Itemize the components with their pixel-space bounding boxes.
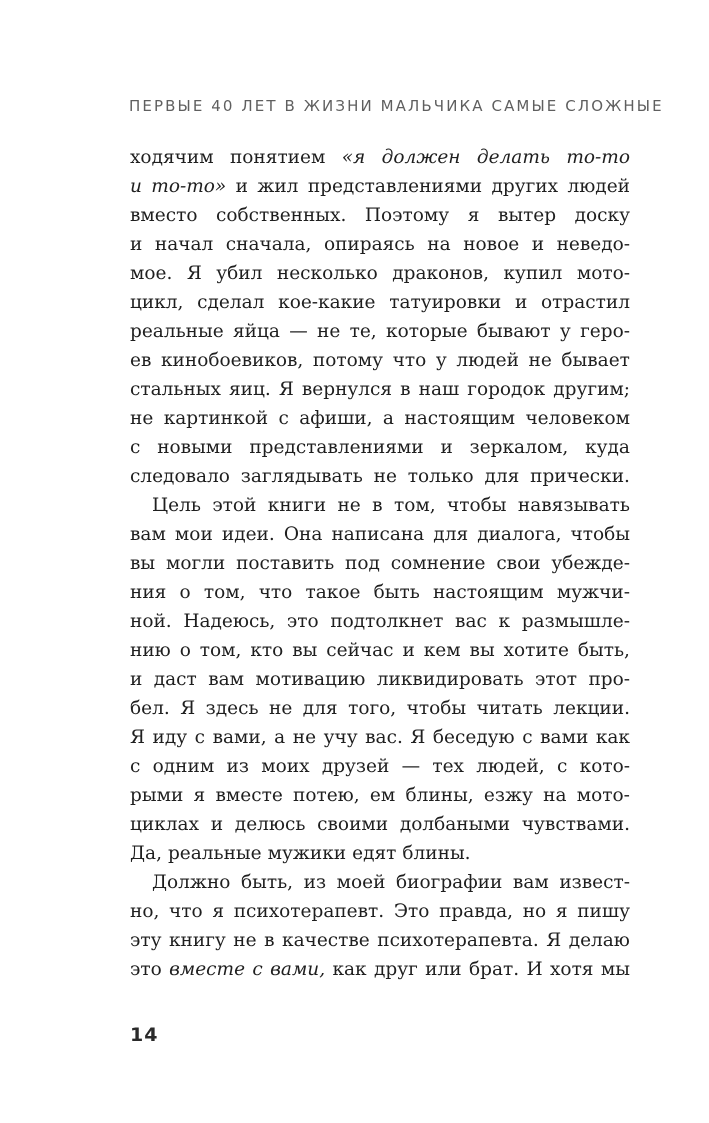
word: могли — [165, 553, 226, 574]
word: для — [484, 466, 520, 487]
word: не — [269, 698, 293, 719]
italic-word: «я — [341, 147, 366, 168]
word: того, — [348, 698, 397, 719]
word: навязывать — [517, 495, 630, 516]
word: психотерапевт. — [233, 901, 385, 922]
word: людей — [567, 176, 630, 197]
word: одним — [152, 756, 215, 777]
word: вместе — [215, 785, 283, 806]
word: зеркалом, — [469, 437, 569, 458]
word: бывает — [561, 350, 630, 371]
word: Да, — [130, 843, 162, 864]
word: с — [130, 437, 141, 458]
word: о — [179, 582, 191, 603]
word: Я — [410, 727, 426, 748]
word: читать — [476, 698, 543, 719]
word: кинобоевиков, — [160, 350, 304, 371]
word: у — [435, 350, 447, 371]
word: блины, — [405, 785, 474, 806]
word: диалога, — [477, 524, 562, 545]
word: для — [433, 524, 469, 545]
word: о — [179, 640, 191, 661]
text-line — [130, 607, 630, 636]
text-line — [130, 520, 630, 549]
word: брат. — [468, 959, 520, 980]
text-line — [130, 665, 630, 694]
text-line — [130, 897, 630, 926]
word: те, — [349, 321, 377, 342]
word: из — [226, 756, 249, 777]
word: кем — [423, 640, 461, 661]
italic-word: с — [252, 959, 263, 980]
word: людей — [456, 350, 519, 371]
word: и — [210, 814, 224, 835]
word: представлениями — [307, 176, 483, 197]
italic-word: то-то» — [151, 176, 227, 197]
word: иду — [152, 727, 188, 748]
word: убил — [216, 263, 263, 284]
word: и — [130, 234, 143, 255]
word: в — [372, 495, 383, 516]
italic-word: вами, — [270, 959, 326, 980]
word: с — [522, 727, 533, 748]
word: подтолкнет — [330, 611, 444, 632]
word: правда, — [439, 901, 513, 922]
word: с — [556, 756, 568, 777]
word: чтобы — [570, 524, 630, 545]
word: настоящим — [404, 408, 516, 429]
text-line — [130, 288, 630, 317]
word: реальные — [130, 321, 224, 342]
word: друг — [373, 959, 418, 980]
text-line — [130, 230, 630, 259]
italic-word: должен — [381, 147, 461, 168]
word: отрастил — [541, 292, 630, 313]
word: цикл, — [130, 292, 184, 313]
word: быть, — [241, 872, 294, 893]
word: картинкой — [163, 408, 269, 429]
word: несколько — [276, 263, 378, 284]
word: и — [402, 640, 415, 661]
word: тех — [432, 756, 464, 777]
word: беседую — [432, 727, 515, 748]
word: яйца — [232, 321, 280, 342]
word: не — [528, 350, 552, 371]
italic-word: и — [130, 176, 142, 197]
word: как — [595, 727, 630, 748]
word: вам — [130, 524, 166, 545]
text-line — [130, 694, 630, 723]
word: другим; — [553, 379, 630, 400]
word: не — [130, 408, 154, 429]
word: я — [467, 205, 480, 226]
text-line — [130, 201, 630, 230]
word: я — [555, 901, 568, 922]
word: вами, — [212, 727, 267, 748]
text-line — [130, 317, 630, 346]
word: мои — [174, 524, 213, 545]
text-line — [130, 375, 630, 404]
word: только — [407, 466, 474, 487]
text-line — [130, 868, 630, 897]
word: заглядывать — [240, 466, 363, 487]
word: Я — [180, 698, 196, 719]
word: едят — [352, 843, 397, 864]
word: поставить — [236, 553, 335, 574]
word: и — [514, 292, 528, 313]
word: своими — [317, 814, 389, 835]
word: том, — [199, 640, 242, 661]
word: геро- — [580, 321, 630, 342]
text-line — [130, 752, 630, 781]
word: эту — [130, 930, 162, 951]
word: Я — [186, 263, 202, 284]
word: Цель — [152, 495, 201, 516]
word: в — [400, 379, 411, 400]
word: на — [543, 785, 567, 806]
word: куда — [585, 437, 630, 458]
word: чтобы — [406, 698, 467, 719]
word: потому — [312, 350, 384, 371]
word: городок — [467, 379, 546, 400]
word: делаю — [568, 930, 630, 951]
word: мото- — [576, 263, 630, 284]
word: и — [440, 437, 453, 458]
word: не — [373, 466, 397, 487]
text-line — [130, 549, 630, 578]
word: хотите — [503, 640, 569, 661]
word: не — [317, 321, 341, 342]
word: которые — [386, 321, 468, 342]
word: мужики — [267, 843, 347, 864]
word: кто — [250, 640, 284, 661]
word: написана — [331, 524, 425, 545]
word: купил — [503, 263, 563, 284]
word: мужчи- — [556, 582, 630, 603]
word: для — [302, 698, 338, 719]
word: яиц. — [229, 379, 271, 400]
word: мы — [600, 959, 630, 980]
word: не — [233, 930, 257, 951]
word: этот — [535, 669, 578, 690]
word: — — [401, 756, 421, 777]
word: сомнение — [390, 553, 486, 574]
word: блины. — [402, 843, 471, 864]
word: даст — [153, 669, 197, 690]
word: книгу — [168, 930, 226, 951]
word: драконов, — [392, 263, 489, 284]
word: друзей — [321, 756, 390, 777]
word: с — [278, 408, 289, 429]
word: вы — [130, 553, 156, 574]
text-line — [130, 839, 630, 868]
word: понятием — [229, 147, 326, 168]
word: мото- — [576, 785, 630, 806]
text-line — [130, 810, 630, 839]
word: что — [258, 582, 293, 603]
word: вас — [455, 611, 487, 632]
text-line — [130, 723, 630, 752]
word: долбаными — [399, 814, 511, 835]
word: сейчас — [326, 640, 394, 661]
word: убежде- — [551, 553, 630, 574]
word: том, — [393, 495, 436, 516]
word: опираясь — [323, 234, 415, 255]
word: рыми — [130, 785, 184, 806]
word: я — [193, 785, 206, 806]
word: и — [130, 669, 143, 690]
word: как — [332, 959, 367, 980]
word: новыми — [157, 437, 233, 458]
word: настоящим — [432, 582, 544, 603]
word: здесь — [205, 698, 259, 719]
word: моих — [261, 756, 310, 777]
word: нию — [130, 640, 171, 661]
word: людей, — [476, 756, 545, 777]
word: биографии — [396, 872, 503, 893]
word: а — [274, 727, 286, 748]
word: кое-какие — [278, 292, 376, 313]
text-line — [130, 433, 630, 462]
word: прически. — [530, 466, 630, 487]
italic-word: делать — [476, 147, 550, 168]
word: собственных. — [216, 205, 347, 226]
text-line — [130, 926, 630, 955]
word: быть — [373, 582, 420, 603]
word: вам — [208, 669, 245, 690]
running-head: ПЕРВЫЕ 40 ЛЕТ В ЖИЗНИ МАЛЬЧИКА САМЫЕ СЛОЖНЫЕ — [129, 97, 664, 115]
word: делюсь — [234, 814, 306, 835]
word: книги — [267, 495, 327, 516]
word: но — [522, 901, 547, 922]
text-line — [130, 578, 630, 607]
word: вами — [540, 727, 589, 748]
word: вам — [512, 872, 549, 893]
word: кото- — [579, 756, 630, 777]
italic-word: то-то — [566, 147, 630, 168]
word: — — [289, 321, 308, 342]
word: циклах — [130, 814, 200, 835]
word: с — [130, 756, 141, 777]
word: человеком — [525, 408, 630, 429]
word: том, — [203, 582, 246, 603]
word: вместо — [130, 205, 198, 226]
word: что — [392, 350, 427, 371]
word: Поэтому — [364, 205, 450, 226]
word: это — [130, 959, 162, 980]
word: к — [498, 611, 511, 632]
word: вернулся — [301, 379, 393, 400]
word: и — [531, 234, 545, 255]
word: сначала, — [225, 234, 312, 255]
word: размышле- — [521, 611, 630, 632]
word: не — [292, 727, 317, 748]
word: не — [337, 495, 361, 516]
word: афиши, — [299, 408, 373, 429]
word: хотя — [550, 959, 594, 980]
word: татуировки — [389, 292, 502, 313]
word: это — [286, 611, 319, 632]
word: чтобы — [447, 495, 507, 516]
word: чувствами. — [521, 814, 630, 835]
page-number: 14 — [130, 1024, 159, 1046]
word: с — [194, 727, 206, 748]
word: я — [212, 901, 225, 922]
word: ев — [130, 350, 152, 371]
word: ходячим — [130, 147, 214, 168]
word: мое. — [130, 263, 173, 284]
word: бывают — [476, 321, 551, 342]
word: про- — [588, 669, 630, 690]
word: следовало — [130, 466, 230, 487]
word: вы — [469, 640, 495, 661]
word: Я — [546, 930, 562, 951]
word: учу — [323, 727, 358, 748]
word: жил — [257, 176, 299, 197]
word: качестве — [282, 930, 370, 951]
word: этой — [212, 495, 257, 516]
word: начал — [154, 234, 214, 255]
text-line — [130, 172, 630, 201]
word: неведо- — [556, 234, 630, 255]
word: пишу — [577, 901, 630, 922]
word: идеи. — [221, 524, 275, 545]
text-line — [130, 955, 630, 984]
word: потею, — [293, 785, 360, 806]
word: реальные — [167, 843, 262, 864]
word: вы — [292, 640, 318, 661]
word: извест- — [559, 872, 630, 893]
word: ем — [369, 785, 396, 806]
word: Надеюсь, — [183, 611, 276, 632]
word: ния — [130, 582, 167, 603]
text-line — [130, 346, 630, 375]
word: психотерапевта. — [377, 930, 539, 951]
word: быть, — [577, 640, 630, 661]
text-line — [130, 404, 630, 433]
word: или — [425, 959, 462, 980]
word: в — [264, 930, 275, 951]
word: под — [345, 553, 380, 574]
word: доску — [574, 205, 630, 226]
word: сделал — [197, 292, 265, 313]
text-line — [130, 143, 630, 172]
word: Я — [130, 727, 145, 748]
text-line — [130, 491, 630, 520]
text-line — [130, 462, 630, 491]
word: Должно — [152, 872, 231, 893]
text-line — [130, 781, 630, 810]
word: Это — [393, 901, 430, 922]
word: бел. — [130, 698, 170, 719]
text-line — [130, 259, 630, 288]
text-line — [130, 636, 630, 665]
body-text — [130, 143, 630, 984]
word: моей — [336, 872, 386, 893]
word: такое — [305, 582, 361, 603]
word: а — [382, 408, 394, 429]
word: вас. — [365, 727, 403, 748]
word: ликвидировать — [376, 669, 524, 690]
italic-word: вместе — [169, 959, 246, 980]
word: и — [235, 176, 248, 197]
word: ной. — [130, 611, 172, 632]
word: мотивацию — [255, 669, 366, 690]
word: вытер — [497, 205, 557, 226]
word: но, — [130, 901, 160, 922]
word: свои — [496, 553, 541, 574]
word: наш — [418, 379, 460, 400]
word: что — [169, 901, 203, 922]
word: езжу — [483, 785, 533, 806]
word: на — [427, 234, 451, 255]
word: лекции. — [553, 698, 630, 719]
word: Я — [278, 379, 294, 400]
word: И — [526, 959, 543, 980]
word: Она — [283, 524, 323, 545]
word: представлениями — [249, 437, 424, 458]
word: других — [491, 176, 559, 197]
word: у — [559, 321, 571, 342]
word: стальных — [130, 379, 221, 400]
word: из — [303, 872, 327, 893]
word: новое — [463, 234, 520, 255]
